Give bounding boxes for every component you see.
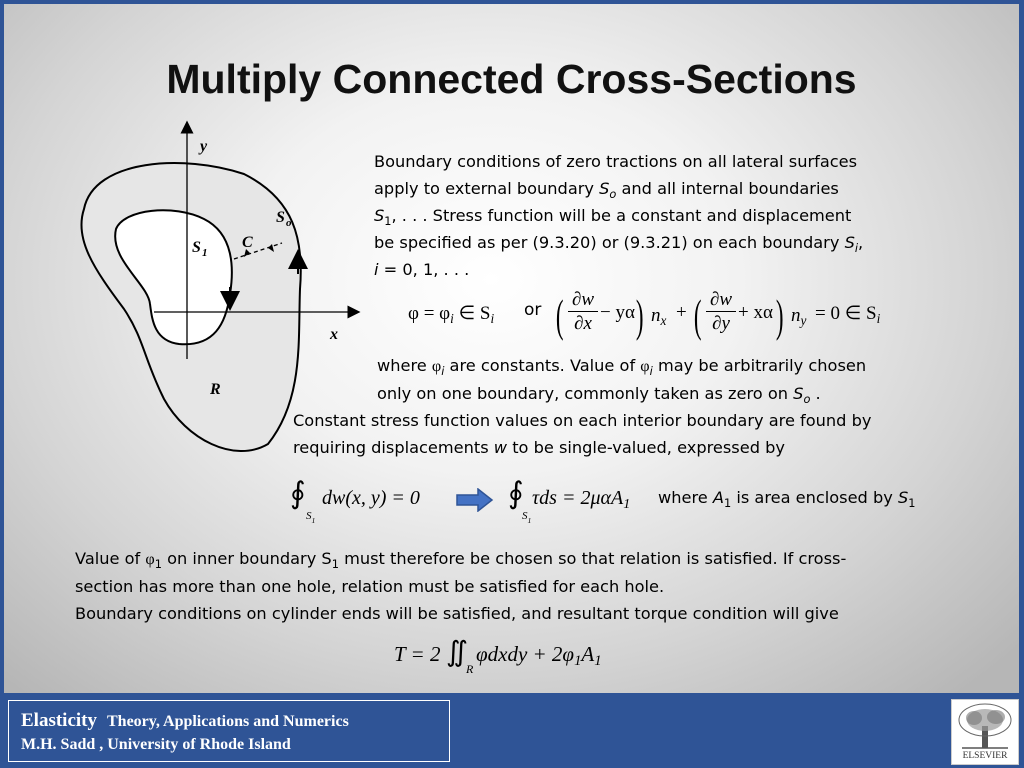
publisher-name: ELSEVIER [962,751,1008,761]
equation-2: ∮ $S_1$ dw(x, y) = 0 [290,477,420,525]
where-line-1: where $\varphi_i$ are constants. Value of $\varphi_i$ may be arbitrarily chosen [377,356,867,378]
book-title: Elasticity [21,710,97,731]
eq1-mid2: + xα [738,302,773,323]
p1-line-4: be specified as per (9.3.20) or (9.3.21) on each boundary $S_i$, [374,233,864,255]
outer-boundary-sub: o [286,217,292,229]
inner-boundary-label: S [192,239,201,256]
paragraph-3 [75,545,846,627]
equation-3: ∮ $S_1$ τds = 2μαA$_1$ [508,477,631,525]
paragraph-2 [293,407,871,461]
eq1-den1: ∂x [574,313,592,334]
eq1-n2: $n_y$ [791,305,807,328]
eq1-or: or [524,300,542,320]
footer-bar [0,693,1024,768]
p3-line-3: Boundary conditions on cylinder ends will be satisfied, and resultant torque condition will give [75,604,839,623]
book-subtitle: Theory, Applications and Numerics [107,713,349,730]
eq1-den2: ∂y [712,313,730,334]
cut-label: C [242,234,253,251]
region-label: R [210,381,221,398]
eq1-left: $\varphi = \varphi_i$ ∈ $S_i$ [408,303,495,326]
p1-line-3: $S_1$, . . . Stress function will be a constant and displacement [374,206,852,228]
where-line-2: only on one boundary, commonly taken as zero on $S_o$ . [377,384,821,406]
x-axis-label: x [330,326,338,343]
p1-line-2: apply to external boundary $S_o$ and all internal boundaries [374,179,839,201]
p2-line-1: Constant stress function values on each interior boundary are found by [293,411,872,430]
p1-line-5: i = 0, 1, . . . [374,260,470,279]
p2-line-2: requiring displacements w to be single-valued, expressed by [293,438,785,457]
area-note: where $A_1$ is area enclosed by $S_1$ [658,488,916,510]
slide: Multiply Connected Cross-Sections y x S o S 1 C R Boundary conditions of zero tractions on all lateral surfaces apply to external boundary $S_o$ and all internal boundaries $S_1$, . . . Stress function will be a constant and displacement be specified as per (9.3.20) or (9.3.21) on each boundary $S_i$, i = 0, 1, . . . $\varphi = \varphi_i$ ∈ $S_i$ or ( ∂w ∂x − yα ) $n_x$ + ( ∂w ∂y + xα ) $n_y$ = 0 ∈ $S_i$ where $\varphi_i$ are constants. Value of $\varphi_i$ may be arbitrarily chosen only on one boundary, commonly taken as zero on $S_o$ . Constant stress function values on each interior boundary are found by requiring displacements w to be single-valued, expressed by ∮ $S_1$ dw(x, y) = 0 ∮ $S_1$ τds = 2μαA$_1$ where $A_1$ is area enclosed by $S_1$ Value of $\varphi_1$ on inner boundary $S_1$ must therefore be chosen so that relation is satisfied. If cross- section has more than one hole, relation must be satisfied for each hole. Boundary conditions on cylinder ends will be satisfied, and resultant torque condition will give T = 2 ∬ R φdxdy + $2\varphi_1A_1$ [4,4,1019,693]
p1-line-1: Boundary conditions of zero tractions on all lateral surfaces [374,152,858,171]
eq1-n1: $n_x$ [651,305,667,328]
slide-title: Multiply Connected Cross-Sections [166,56,857,102]
eq4-body: φdxdy + $2\varphi_1A_1$ [476,642,602,669]
y-axis-label: y [200,138,208,155]
eq1-num1: ∂w [568,289,598,312]
paragraph-1 [374,148,863,283]
publisher-logo [951,699,1019,765]
eq1-num2: ∂w [706,289,736,312]
book-author: M.H. Sadd , University of Rhode Island [21,736,291,753]
eq3-body: τds = 2μαA$_1$ [532,487,631,512]
eq1-mid1: − yα [600,302,635,323]
book-citation-box [8,700,450,762]
inner-boundary-sub: 1 [202,247,208,259]
tree-icon [952,700,1018,752]
equation-4: T = 2 ∬ R φdxdy + $2\varphi_1A_1$ [394,637,602,676]
implies-arrow-icon [456,488,494,512]
outer-boundary-label: S [276,209,285,226]
p3-line-2: section has more than one hole, relation must be satisfied for each hole. [75,577,665,596]
eq2-body: dw(x, y) = 0 [322,487,420,509]
eq1-rhs: = 0 ∈ $S_i$ [815,303,881,326]
eq1-plus: + [676,302,687,323]
where-phi-paragraph [377,352,866,407]
p3-line-1: Value of $\varphi_1$ on inner boundary $S_1$ must therefore be chosen so that relation is satisfied. If cross- [75,549,847,571]
